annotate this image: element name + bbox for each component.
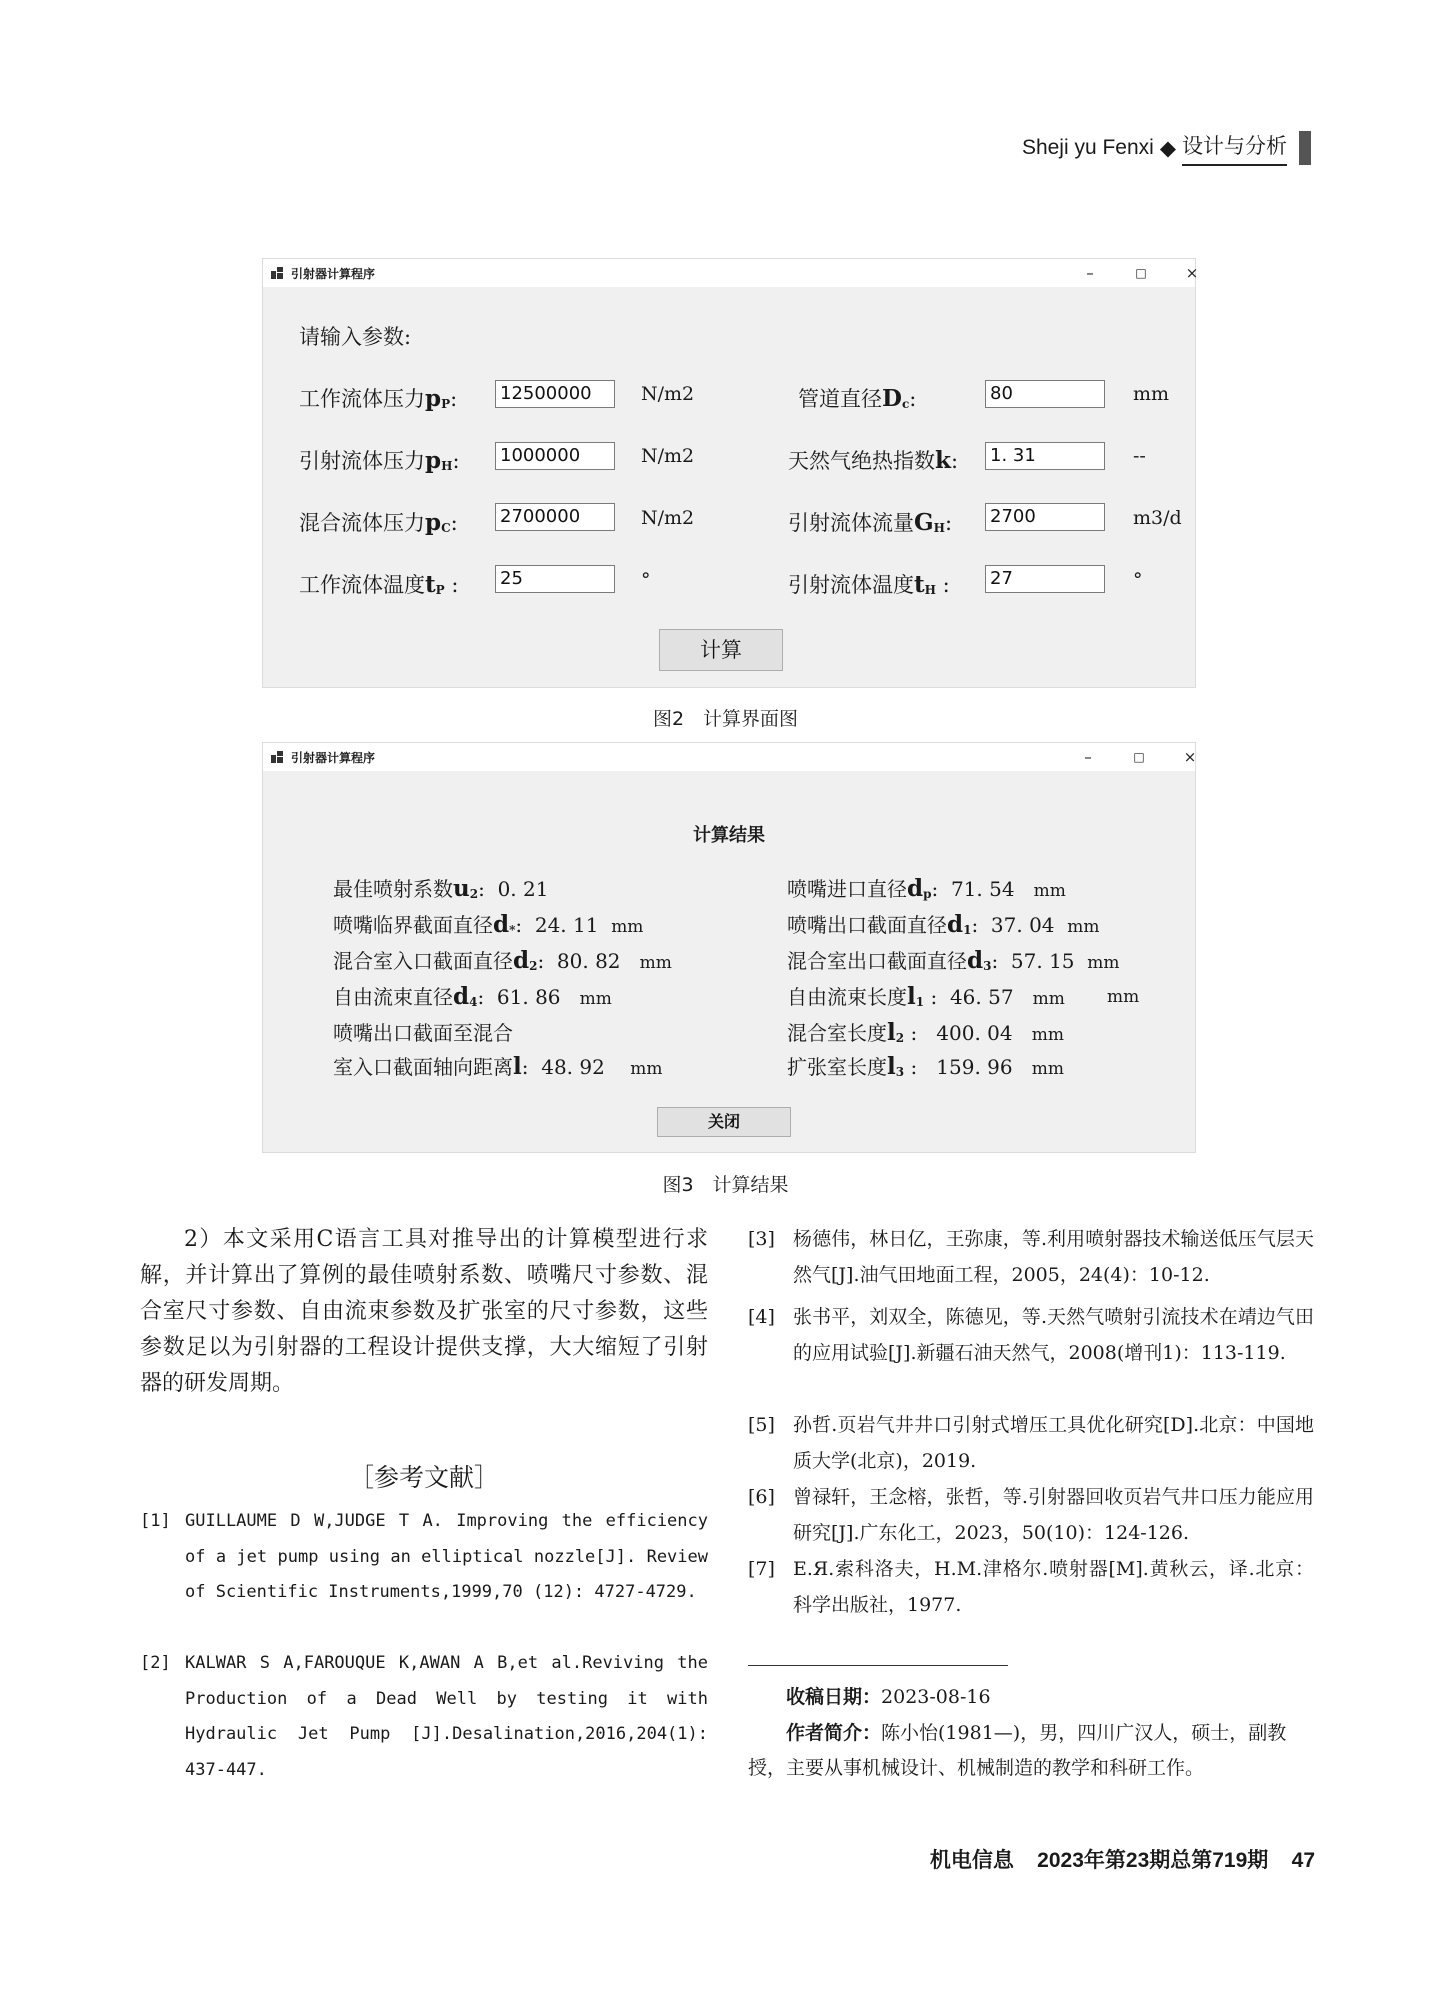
reference-item: [3] 杨德伟，林日亿，王弥康，等.利用喷射器技术输送低压气层天然气[J].油气田地面工程，2005，24(4)：10-12. xyxy=(748,1228,1314,1286)
app-icon xyxy=(271,751,283,763)
minimize-icon[interactable]: – xyxy=(1086,264,1094,282)
page-footer xyxy=(930,1844,1315,1874)
close-button[interactable]: 关闭 xyxy=(657,1107,791,1137)
figure-3-caption: 图3 计算结果 xyxy=(662,1174,789,1196)
label-ejected-pressure: 引射流体压力$p_H$: xyxy=(299,447,460,474)
result-mixing-chamber-length: 混合室长度$l_2$ : 400. 04 mm xyxy=(787,1019,1064,1046)
result-free-jet-diameter: 自由流束直径$d_4$: 61. 86 mm xyxy=(333,983,612,1010)
footnote-rule xyxy=(748,1665,1008,1666)
author-bio: 作者简介：陈小怡(1981—)，男，四川广汉人，硕士，副教授，主要从事机械设计、机械制造的教学和科研工作。 xyxy=(748,1722,1287,1779)
app-icon xyxy=(271,267,283,279)
results-heading: 计算结果 xyxy=(693,825,765,846)
page-number: 47 xyxy=(1291,1849,1315,1872)
result-free-jet-length: 自由流束长度$l_1$ : 46. 57 mm xyxy=(787,983,1065,1010)
result-nozzle-critical-diameter: 喷嘴临界截面直径$d_*$: 24. 11 mm xyxy=(333,911,644,938)
maximize-icon[interactable]: □ xyxy=(1133,750,1145,764)
running-head-pinyin: Sheji yu Fenxi xyxy=(1021,136,1154,159)
result-nozzle-outlet-diameter: 喷嘴出口截面直径$d_1$: 37. 04 mm xyxy=(787,911,1100,938)
body-paragraph: 2）本文采用C语言工具对推导出的计算模型进行求解，并计算出了算例的最佳喷射系数、喷嘴尺寸参数、混合室尺寸参数、自由流束参数及扩张室的尺寸参数，这些参数足以为引射器的工程设计提供支撑，大大缩短了引射器的研发周期。 xyxy=(140,1227,708,1396)
reference-item: [2] KALWAR S A,FAROUQUE K,AWAN A B,et al.Reviving the Production of a Dead Well by testing it with Hydraulic Jet Pump [J].Desalination,2016,204(1): 437-447. xyxy=(140,1653,708,1780)
adiabatic-index-input[interactable]: 1. 31 xyxy=(985,442,1105,470)
close-icon[interactable]: × xyxy=(1183,748,1197,766)
result-axial-distance: 室入口截面轴向距离l: 48. 92 mm xyxy=(333,1053,663,1080)
unit-work-pressure: N/m2 xyxy=(641,383,695,405)
result-mixing-outlet-diameter: 混合室出口截面直径$d_3$: 57. 15 mm xyxy=(787,947,1120,974)
result-nozzle-inlet-diameter: 喷嘴进口直径$d_p$: 71. 54 mm xyxy=(787,875,1066,902)
close-icon[interactable]: × xyxy=(1185,264,1199,282)
label-pipe-diameter: 管道直径$D_c$: xyxy=(798,385,917,412)
label-ejected-flow: 引射流体流量$G_H$: xyxy=(788,509,953,536)
fig2-window xyxy=(262,258,1199,688)
label-work-pressure: 工作流体压力$p_P$: xyxy=(299,385,458,412)
result-diffuser-length: 扩张室长度$l_3$ : 159. 96 mm xyxy=(787,1053,1064,1080)
running-head-bar xyxy=(1299,131,1311,165)
reference-item: [7] E.Я.索科洛夫，H.M.津格尔.喷射器[M].黄秋云，译.北京：科学出版社，1977. xyxy=(748,1558,1314,1616)
result-axial-distance-line1: 喷嘴出口截面至混合 xyxy=(333,1021,513,1045)
minimize-icon[interactable]: – xyxy=(1084,748,1092,766)
label-adiabatic-index: 天然气绝热指数k: xyxy=(788,447,959,474)
fig3-window xyxy=(262,742,1196,1153)
unit-pipe-diameter: mm xyxy=(1133,383,1170,405)
result-mixing-inlet-diameter: 混合室入口截面直径$d_2$: 80. 82 mm xyxy=(333,947,672,974)
fig3-titlebar xyxy=(263,743,1195,771)
ejected-temperature-input[interactable]: 27 xyxy=(985,565,1105,593)
reference-item: [4] 张书平，刘双全，陈德见，等.天然气喷射引流技术在靖边气田的应用试验[J].新疆石油天然气，2008(增刊1)：113-119. xyxy=(748,1306,1314,1364)
maximize-icon[interactable]: □ xyxy=(1135,266,1147,280)
footer-issue: 2023年第23期总第719期 xyxy=(1037,1849,1269,1872)
work-temperature-input[interactable]: 25 xyxy=(495,565,615,593)
work-pressure-input[interactable]: 12500000 xyxy=(495,380,615,408)
label-ejected-temperature: 引射流体温度$t_H$ : xyxy=(788,571,950,598)
input-prompt: 请输入参数: xyxy=(299,325,412,349)
received-date: 收稿日期：2023-08-16 xyxy=(786,1686,991,1708)
label-work-temperature: 工作流体温度$t_P$ : xyxy=(299,571,459,598)
running-head xyxy=(1022,130,1311,166)
result-ejection-coefficient: 最佳喷射系数$u_2$: 0. 21 xyxy=(333,875,549,902)
stray-unit-label: mm xyxy=(1107,987,1140,1007)
running-head-section: 设计与分析 xyxy=(1182,130,1287,166)
unit-ejected-pressure: N/m2 xyxy=(641,445,695,467)
unit-ejected-temperature: ° xyxy=(1133,569,1143,591)
reference-item: [5] 孙哲.页岩气井井口引射式增压工具优化研究[D].北京：中国地质大学(北京)，2019. xyxy=(748,1414,1314,1472)
ejected-flow-input[interactable]: 2700 xyxy=(985,503,1105,531)
fig2-titlebar xyxy=(263,259,1199,287)
pipe-diameter-input[interactable]: 80 xyxy=(985,380,1105,408)
ejected-pressure-input[interactable]: 1000000 xyxy=(495,442,615,470)
unit-ejected-flow: m3/d xyxy=(1133,507,1182,529)
label-mixed-pressure: 混合流体压力$p_C$: xyxy=(299,509,458,536)
unit-mixed-pressure: N/m2 xyxy=(641,507,695,529)
footer-journal: 机电信息 xyxy=(929,1849,1014,1872)
window-title: 引射器计算程序 xyxy=(291,267,376,281)
mixed-pressure-input[interactable]: 2700000 xyxy=(495,503,615,531)
unit-adiabatic-index: -- xyxy=(1133,445,1146,467)
figure-2-caption: 图2 计算界面图 xyxy=(652,708,799,730)
references-heading: ［参考文献］ xyxy=(348,1463,499,1492)
running-head-diamond: ◆ xyxy=(1159,136,1176,160)
unit-work-temperature: ° xyxy=(641,569,651,591)
reference-item: [1] GUILLAUME D W,JUDGE T A. Improving the efficiency of a jet pump using an elliptical nozzle[J]. Review of Scientific Instruments,1999,70 (12): 4727-4729. xyxy=(140,1511,708,1602)
window-title: 引射器计算程序 xyxy=(291,751,376,765)
reference-item: [6] 曾禄轩，王念榕，张哲，等.引射器回收页岩气井口压力能应用研究[J].广东化工，2023，50(10)：124-126. xyxy=(748,1486,1314,1544)
calculate-button[interactable]: 计算 xyxy=(659,629,783,671)
